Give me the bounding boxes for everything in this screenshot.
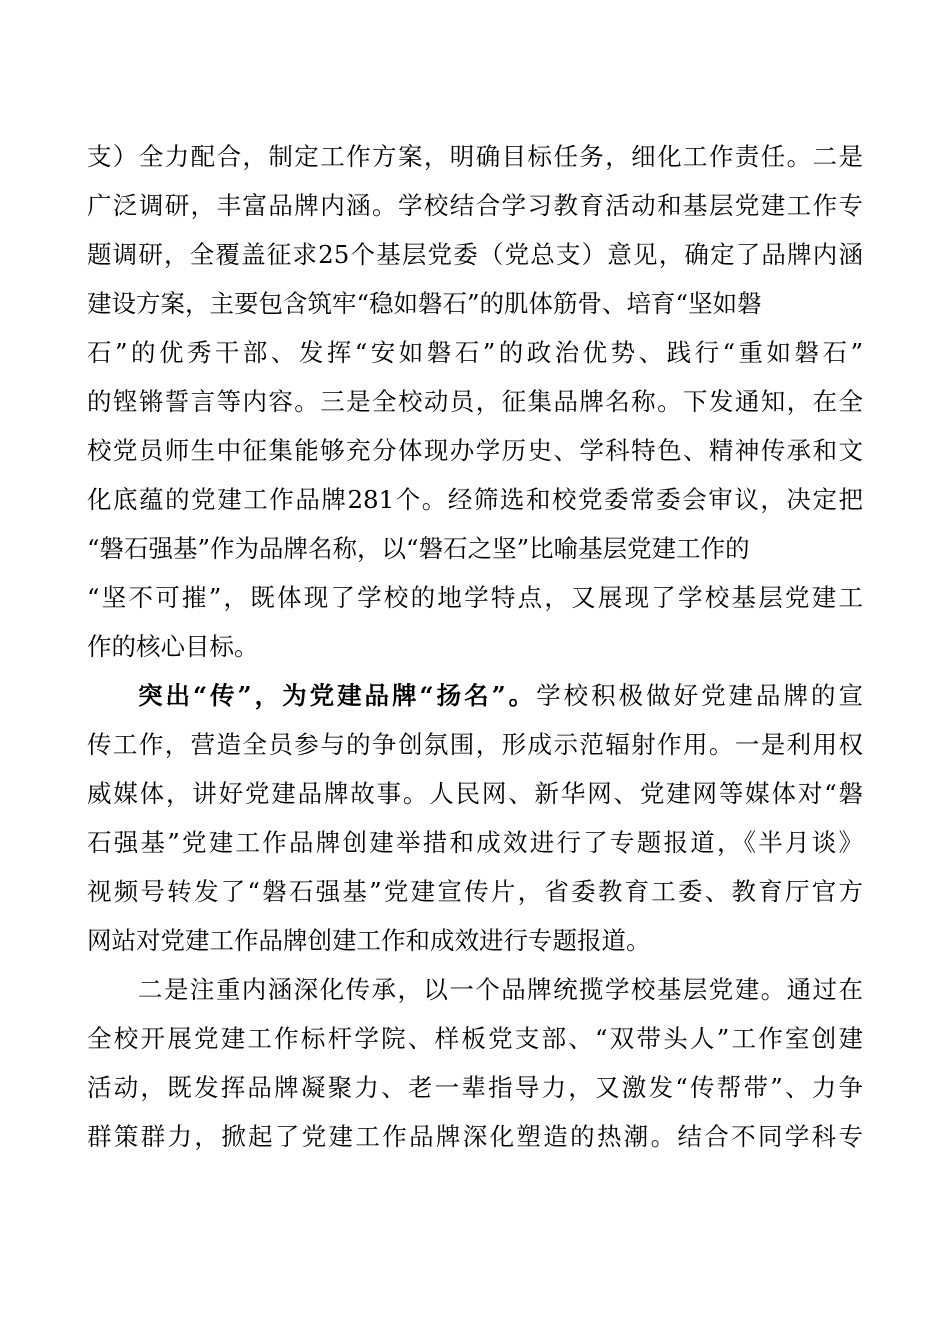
paragraph-3 (87, 965, 863, 1161)
text-line: 活动，既发挥品牌凝聚力、老一辈指导力，又激发“传帮带”、力争 (87, 1073, 863, 1102)
text-line: 石”的优秀干部、发挥“安如磐石”的政治优势、践行“重如磐石” (87, 338, 863, 367)
text-line: “磐石强基”作为品牌名称，以“磐石之坚”比喻基层党建工作的 (87, 534, 750, 563)
text-line: 视频号转发了“磐石强基”党建宣传片，省委教育工委、教育厅官方 (87, 877, 863, 906)
paragraph-2 (87, 671, 863, 965)
paragraph-heading: 突出“传”，为党建品牌“扬名”。 (138, 681, 537, 710)
text-line: 全校开展党建工作标杆学院、样板党支部、“双带头人”工作室创建 (87, 1024, 863, 1053)
text-line (87, 671, 863, 720)
text-line: 校党员师生中征集能够充分体现办学历史、学科特色、精神传承和文 (87, 436, 863, 465)
paragraph-1 (87, 132, 863, 671)
text-line: 广泛调研，丰富品牌内涵。学校结合学习教育活动和基层党建工作专 (87, 191, 863, 220)
text-line: 威媒体，讲好党建品牌故事。人民网、新华网、党建网等媒体对“磐 (87, 779, 863, 808)
heading-continuation: 学校积极做好党建品牌的宣 (536, 681, 863, 710)
text-line: 二是注重内涵深化传承，以一个品牌统揽学校基层党建。通过在 (138, 975, 863, 1004)
body-text (87, 132, 863, 1161)
text-line: 的铿锵誓言等内容。三是全校动员，征集品牌名称。下发通知，在全 (87, 387, 863, 416)
text-line: “坚不可摧”，既体现了学校的地学特点，又展现了学校基层党建工 (87, 583, 863, 612)
text-line: 作的核心目标。 (87, 632, 259, 661)
text-line: 网站对党建工作品牌创建工作和成效进行专题报道。 (87, 926, 651, 955)
text-line: 群策群力，掀起了党建工作品牌深化塑造的热潮。结合不同学科专 (87, 1122, 863, 1151)
text-line: 建设方案，主要包含筑牢“稳如磐石”的肌体筋骨、培育“坚如磐 (87, 289, 762, 318)
text-line: 化底蕴的党建工作品牌281个。经筛选和校党委常委会审议，决定把 (87, 485, 863, 514)
text-line: 题调研，全覆盖征求25个基层党委（党总支）意见，确定了品牌内涵 (87, 240, 863, 269)
text-line: 石强基”党建工作品牌创建举措和成效进行了专题报道，《半月谈》 (87, 828, 863, 857)
text-line: 传工作，营造全员参与的争创氛围，形成示范辐射作用。一是利用权 (87, 730, 863, 759)
text-line: 支）全力配合，制定工作方案，明确目标任务，细化工作责任。二是 (87, 142, 863, 171)
